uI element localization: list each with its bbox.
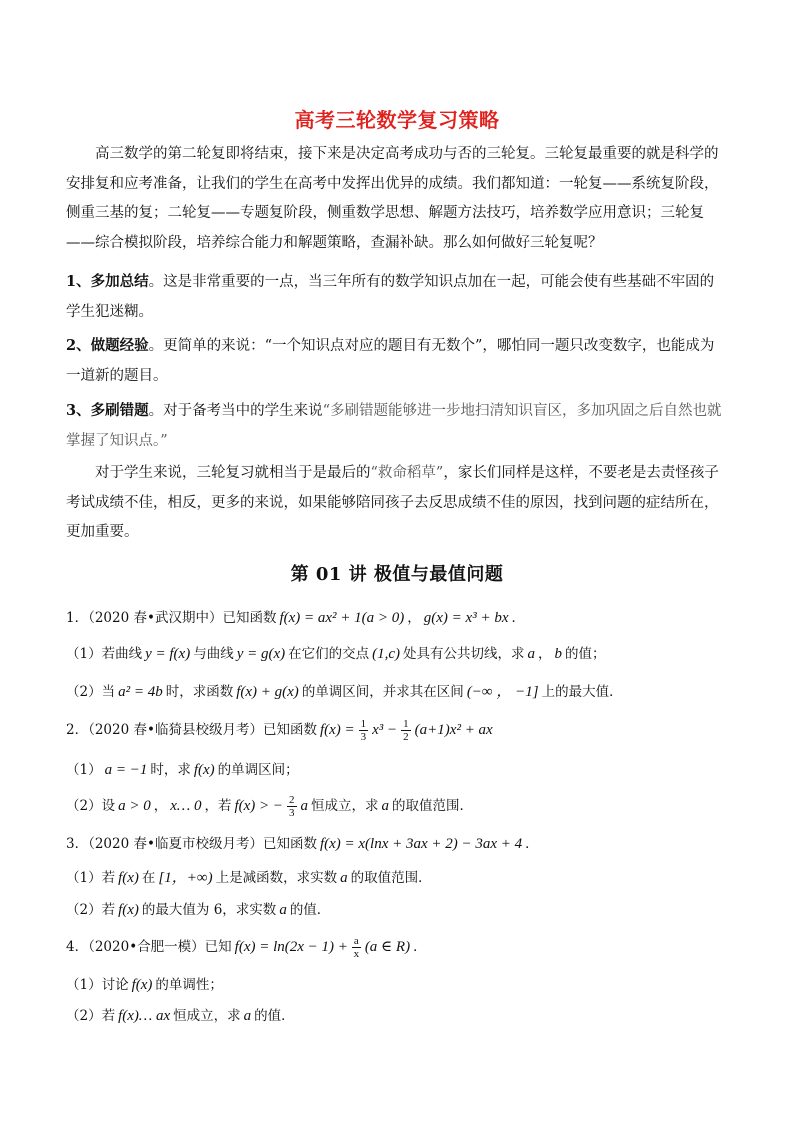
math: f(x) = ln(2x − 1) + [234, 939, 348, 955]
tip-2-label: 2、做题经验 [66, 337, 149, 354]
problem-1-g: g(x) = x³ + bx [423, 610, 509, 626]
tip-3-quote: “多刷错题能够进一步地扫清知识盲区，多加巩固之后自然也就掌握了知识点。” [66, 403, 722, 449]
text: （2）当 [66, 684, 116, 700]
text: 的值． [254, 1008, 295, 1024]
text: ， [153, 798, 168, 814]
text: 与曲线 [193, 646, 234, 662]
fraction [287, 794, 297, 819]
math: a [279, 902, 287, 918]
fraction-numerator: 2 [289, 794, 295, 806]
text: ． [413, 939, 427, 955]
math: f(x) [131, 977, 153, 993]
tip-3-label: 3、多刷错题 [66, 402, 149, 419]
text: 的取值范围． [350, 870, 432, 886]
tip-3 [66, 396, 728, 456]
tip-2-text: 。更简单的来说：“一个知识点对应的题目有无数个”，哪怕同一题只改变数字，也能成为一道新的题目。 [66, 338, 715, 384]
math: [1，+∞) [158, 870, 213, 886]
text: 恒成立，求 [311, 798, 379, 814]
text: 在它们的交点 [288, 646, 370, 662]
fraction-denominator: 3 [360, 731, 367, 743]
text: 的值． [289, 902, 331, 918]
math: f(x)… ax [118, 1008, 171, 1024]
text: （1）讨论 [66, 977, 129, 993]
text: 时，求 [150, 762, 191, 778]
fraction-denominator: 3 [289, 807, 295, 819]
problem-3-q1 [66, 866, 432, 887]
text: 的最大值为 6，求实数 [141, 902, 277, 918]
problem-1-q1 [66, 642, 606, 663]
problem-2-q1 [66, 758, 299, 779]
math: x³ − [372, 722, 398, 738]
tip-1-label: 1、多加总结 [66, 273, 149, 290]
math: a = −1 [104, 762, 148, 778]
math: f(x) [118, 870, 139, 886]
math: b [554, 646, 563, 662]
fraction [359, 718, 369, 743]
problem-1-f: f(x) = ax² + 1(a > 0) [279, 610, 405, 626]
math: f(x) [193, 762, 215, 778]
text: 的单调性； [155, 977, 223, 993]
text: 上是减函数，求实数 [215, 870, 338, 886]
fraction [352, 935, 361, 960]
math: a [340, 870, 348, 886]
closing-text-pre: 对于学生来说，三轮复习就相当于是最后的 [95, 465, 371, 481]
fraction-numerator: 1 [403, 718, 409, 730]
section-title: 第 01 讲 极值与最值问题 [290, 564, 504, 585]
tip-1 [66, 267, 728, 327]
math: a [243, 1008, 252, 1024]
math: (a+1)x² + ax [414, 722, 493, 738]
main-title: 高考三轮数学复习策略 [294, 108, 500, 132]
text: 的单调区间，并求其在区间 [301, 684, 464, 700]
text: 的单调区间； [217, 762, 299, 778]
text: （1）若曲线 [66, 646, 143, 662]
text: 时，求函数 [165, 684, 234, 700]
fraction [401, 718, 411, 743]
problem-1-sep: ， [407, 610, 421, 626]
closing-paragraph [66, 459, 728, 548]
problem-4-stem [66, 935, 427, 960]
intro-text: 高三数学的第二轮复即将结束，接下来是决定高考成功与否的三轮复。三轮复最重要的就是科学的安排复和应考准备，让我们的学生在高考中发挥出优异的成绩。我们都知道：一轮复——系统复阶段，侧重三基的复；二轮复——专题复阶段，侧重数学思想、解题方法技巧，培养数学应用意识；三轮复——综合模拟阶段，培养综合能力和解题策略，查漏补缺。那么如何做好三轮复呢？ [66, 146, 719, 251]
math: (−∞ ， −1] [466, 684, 539, 700]
math: f(x) = [319, 722, 355, 738]
math: a² = 4b [118, 684, 163, 700]
fraction-denominator: 2 [403, 731, 409, 743]
text: （1）若 [66, 870, 116, 886]
math: y = g(x) [236, 646, 286, 662]
problem-3-q2 [66, 898, 330, 919]
fraction-denominator: x [353, 948, 360, 960]
problem-4-lead: 4．（2020•合肥一模）已知 [66, 939, 232, 955]
math: f(x) = x(lnx + 3ax + 2) − 3ax + 4 [319, 836, 523, 852]
text: ，若 [204, 798, 232, 814]
problem-1-stem [66, 606, 525, 627]
problem-2-q2 [66, 794, 473, 819]
text: ， [538, 646, 552, 662]
intro-paragraph [66, 140, 728, 258]
problem-3-stem [66, 832, 539, 853]
problem-1-end: ． [511, 610, 525, 626]
problem-3-lead: 3．（2020 春•临夏市校级月考）已知函数 [66, 836, 317, 852]
closing-quote: “救命稻草” [370, 465, 444, 481]
text: 的值； [565, 646, 606, 662]
math: f(x) + g(x) [236, 684, 299, 700]
tip-2 [66, 331, 728, 391]
fraction-numerator: a [353, 935, 359, 947]
text: 在 [141, 870, 156, 886]
math: x… 0 [170, 798, 202, 814]
tip-3-text: 。对于备考当中的学生来说 [148, 403, 323, 419]
text: 的取值范围． [392, 798, 474, 814]
closing-text-post: ，家长们同样是这样，不要老是去责怪孩子考试成绩不佳，相反，更多的来说，如果能够陪同孩子去反思成绩不佳的原因，找到问题的症结所在，更加重要。 [66, 465, 719, 540]
text: （2）若 [66, 1008, 116, 1024]
text: 恒成立，求 [173, 1008, 241, 1024]
math: (a ∈ R) [364, 939, 411, 955]
problem-4-q1 [66, 973, 223, 994]
text: ． [525, 836, 539, 852]
tip-1-text: 。这是非常重要的一点，当三年所有的数学知识点加在一起，可能会使有些基础不牢固的学生犯迷糊。 [66, 274, 715, 320]
math: a [300, 798, 309, 814]
math: y = f(x) [145, 646, 191, 662]
math: f(x) [118, 902, 139, 918]
text: （1） [66, 762, 102, 778]
text: 处具有公共切线，求 [403, 646, 525, 662]
problem-1-lead: 1．（2020 春•武汉期中）已知函数 [66, 610, 277, 626]
text: 上的最大值． [541, 684, 623, 700]
fraction-numerator: 1 [360, 718, 367, 730]
problem-2-stem [66, 718, 496, 743]
problem-1-q2 [66, 680, 623, 701]
problem-4-q2 [66, 1004, 295, 1025]
math: f(x) > − [234, 798, 284, 814]
math: a [527, 646, 536, 662]
math: a > 0 [118, 798, 151, 814]
text: （2）若 [66, 902, 116, 918]
math: (1,c) [372, 646, 401, 662]
math: a [381, 798, 390, 814]
problem-2-lead: 2．（2020 春•临猗县校级月考）已知函数 [66, 722, 317, 738]
text: （2）设 [66, 798, 116, 814]
